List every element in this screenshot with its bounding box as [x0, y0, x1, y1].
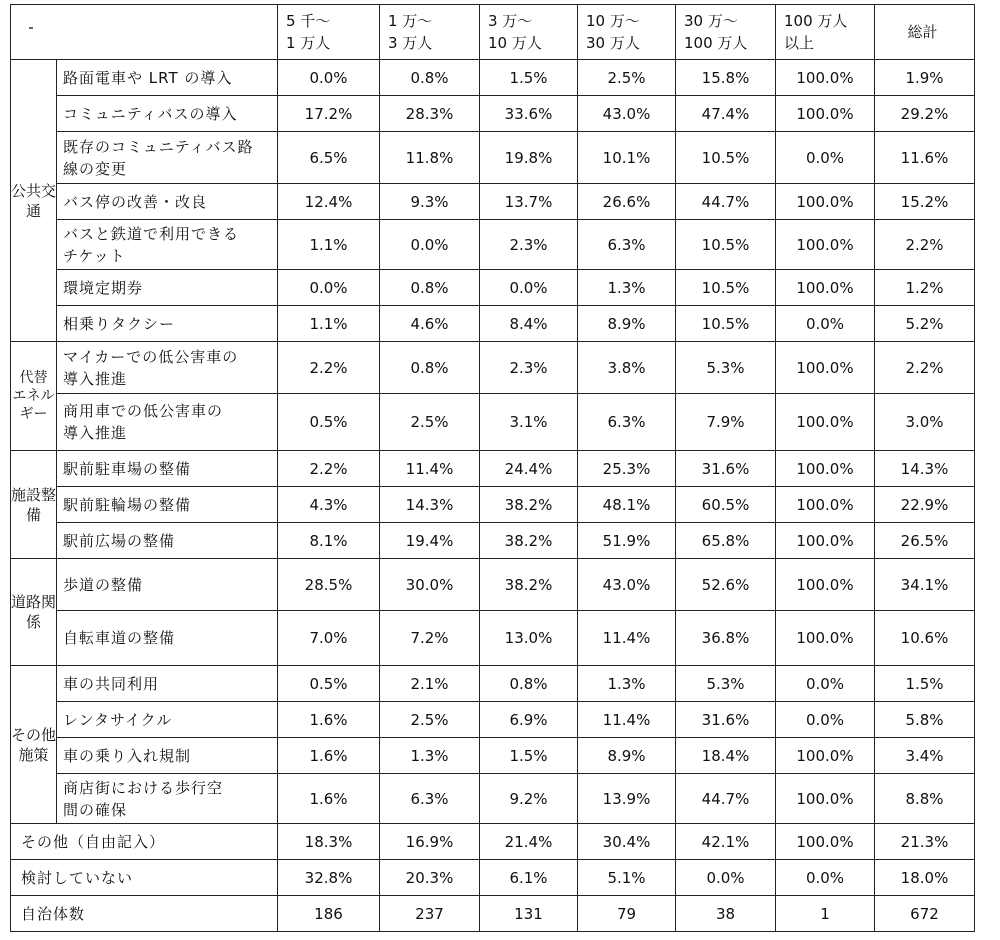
cell-value: 3.8%: [578, 342, 676, 394]
table-row: [11, 306, 975, 342]
cell-value: 21.4%: [480, 824, 578, 860]
cell-value: 38: [676, 896, 776, 932]
cell-value-total: 1.2%: [875, 270, 975, 306]
cell-value: 100.0%: [776, 96, 875, 132]
cell-value: 0.8%: [380, 342, 480, 394]
row-label: 歩道の整備: [57, 559, 278, 611]
cell-value: 11.4%: [380, 451, 480, 487]
row-label: コミュニティバスの導入: [57, 96, 278, 132]
cell-value: 0.5%: [278, 394, 380, 451]
cell-value: 2.5%: [380, 702, 480, 738]
cell-value: 32.8%: [278, 860, 380, 896]
cell-value: 0.0%: [676, 860, 776, 896]
cell-value: 15.8%: [676, 60, 776, 96]
cell-value: 1: [776, 896, 875, 932]
cell-value: 4.6%: [380, 306, 480, 342]
cell-value: 2.2%: [278, 342, 380, 394]
header-col-30k-100k: 3 万～ 10 万人: [480, 5, 578, 60]
cell-value: 1.5%: [480, 60, 578, 96]
cell-value: 100.0%: [776, 342, 875, 394]
cell-value: 9.3%: [380, 184, 480, 220]
cell-value: 13.9%: [578, 774, 676, 824]
cell-value: 100.0%: [776, 523, 875, 559]
cell-value: 4.3%: [278, 487, 380, 523]
survey-table-container: [10, 4, 975, 932]
cell-value: 8.4%: [480, 306, 578, 342]
cell-value: 13.0%: [480, 611, 578, 666]
cell-value: 10.5%: [676, 270, 776, 306]
cell-value: 0.0%: [278, 60, 380, 96]
cell-value-total: 3.0%: [875, 394, 975, 451]
cell-value-total: 22.9%: [875, 487, 975, 523]
cell-value: 17.2%: [278, 96, 380, 132]
cell-value: 18.3%: [278, 824, 380, 860]
cell-value: 1.6%: [278, 702, 380, 738]
cell-value: 100.0%: [776, 738, 875, 774]
cell-value: 2.2%: [278, 451, 380, 487]
row-label: 駅前駐車場の整備: [57, 451, 278, 487]
cell-value: 6.9%: [480, 702, 578, 738]
cell-value: 42.1%: [676, 824, 776, 860]
row-label: 駅前駐輪場の整備: [57, 487, 278, 523]
cell-value: 1.1%: [278, 220, 380, 270]
cell-value: 51.9%: [578, 523, 676, 559]
cell-value: 5.3%: [676, 342, 776, 394]
row-label: 商用車での低公害車の 導入推進: [57, 394, 278, 451]
cell-value: 1.3%: [578, 270, 676, 306]
cell-value: 26.6%: [578, 184, 676, 220]
table-row: [11, 487, 975, 523]
cell-value: 0.0%: [776, 702, 875, 738]
cell-value: 28.5%: [278, 559, 380, 611]
row-label: バス停の改善・改良: [57, 184, 278, 220]
table-row: [11, 611, 975, 666]
cell-value: 1.6%: [278, 774, 380, 824]
cell-value: 36.8%: [676, 611, 776, 666]
cell-value: 8.9%: [578, 738, 676, 774]
cell-value: 6.5%: [278, 132, 380, 184]
row-label: 車の乗り入れ規制: [57, 738, 278, 774]
cell-value: 0.5%: [278, 666, 380, 702]
cell-value: 47.4%: [676, 96, 776, 132]
cell-value: 60.5%: [676, 487, 776, 523]
table-row: [11, 774, 975, 824]
cell-value: 38.2%: [480, 523, 578, 559]
cell-value: 1.3%: [380, 738, 480, 774]
header-row: [11, 5, 975, 60]
cell-value: 100.0%: [776, 611, 875, 666]
table-row: [11, 451, 975, 487]
cell-value: 8.1%: [278, 523, 380, 559]
cell-value: 18.4%: [676, 738, 776, 774]
cell-value: 33.6%: [480, 96, 578, 132]
group-label-other-measures: その他施策: [11, 666, 57, 824]
cell-value: 7.2%: [380, 611, 480, 666]
cell-value: 1.5%: [480, 738, 578, 774]
header-col-1m-plus: 100 万人 以上: [776, 5, 875, 60]
row-label: 環境定期券: [57, 270, 278, 306]
cell-value: 2.5%: [380, 394, 480, 451]
cell-value: 7.0%: [278, 611, 380, 666]
cell-value: 100.0%: [776, 559, 875, 611]
cell-value: 0.8%: [380, 60, 480, 96]
row-label: 自転車道の整備: [57, 611, 278, 666]
cell-value: 7.9%: [676, 394, 776, 451]
table-row: [11, 559, 975, 611]
table-row: [11, 342, 975, 394]
group-label-roads: 道路関係: [11, 559, 57, 666]
cell-value: 13.7%: [480, 184, 578, 220]
row-label: 駅前広場の整備: [57, 523, 278, 559]
table-row-other: [11, 824, 975, 860]
cell-value: 6.3%: [380, 774, 480, 824]
cell-value: 10.5%: [676, 220, 776, 270]
cell-value: 186: [278, 896, 380, 932]
cell-value: 2.3%: [480, 342, 578, 394]
table-row: [11, 220, 975, 270]
row-label: レンタサイクル: [57, 702, 278, 738]
group-label-facilities: 施設整備: [11, 451, 57, 559]
cell-value-total: 26.5%: [875, 523, 975, 559]
cell-value: 30.0%: [380, 559, 480, 611]
cell-value: 100.0%: [776, 487, 875, 523]
group-label-public-transport: 公共交通: [11, 60, 57, 342]
cell-value: 19.4%: [380, 523, 480, 559]
cell-value-total: 10.6%: [875, 611, 975, 666]
cell-value: 2.5%: [578, 60, 676, 96]
cell-value: 52.6%: [676, 559, 776, 611]
row-label: 相乗りタクシー: [57, 306, 278, 342]
cell-value: 30.4%: [578, 824, 676, 860]
cell-value-total: 5.2%: [875, 306, 975, 342]
cell-value: 5.1%: [578, 860, 676, 896]
cell-value: 1.3%: [578, 666, 676, 702]
cell-value: 10.5%: [676, 132, 776, 184]
table-row: [11, 132, 975, 184]
group-label-alt-energy: 代替 エネルギー: [11, 342, 57, 451]
cell-value: 44.7%: [676, 184, 776, 220]
table-row-municipality-count: [11, 896, 975, 932]
cell-value: 11.4%: [578, 702, 676, 738]
table-row: [11, 270, 975, 306]
cell-value-total: 8.8%: [875, 774, 975, 824]
header-col-10k-30k: 1 万～ 3 万人: [380, 5, 480, 60]
cell-value: 38.2%: [480, 559, 578, 611]
cell-value: 9.2%: [480, 774, 578, 824]
cell-value: 31.6%: [676, 702, 776, 738]
cell-value: 0.0%: [480, 270, 578, 306]
cell-value: 6.3%: [578, 220, 676, 270]
cell-value: 1.6%: [278, 738, 380, 774]
cell-value: 100.0%: [776, 824, 875, 860]
cell-value-total: 34.1%: [875, 559, 975, 611]
cell-value-total: 14.3%: [875, 451, 975, 487]
cell-value: 44.7%: [676, 774, 776, 824]
row-label: 検討していない: [11, 860, 278, 896]
row-label: バスと鉄道で利用できる チケット: [57, 220, 278, 270]
cell-value: 6.3%: [578, 394, 676, 451]
cell-value: 25.3%: [578, 451, 676, 487]
cell-value: 10.1%: [578, 132, 676, 184]
cell-value: 100.0%: [776, 394, 875, 451]
cell-value: 0.0%: [776, 666, 875, 702]
cell-value: 65.8%: [676, 523, 776, 559]
cell-value: 5.3%: [676, 666, 776, 702]
table-row: [11, 666, 975, 702]
cell-value-total: 2.2%: [875, 342, 975, 394]
header-col-100k-300k: 10 万～ 30 万人: [578, 5, 676, 60]
header-col-5k-10k: 5 千～ 1 万人: [278, 5, 380, 60]
cell-value: 6.1%: [480, 860, 578, 896]
cell-value: 28.3%: [380, 96, 480, 132]
cell-value-total: 15.2%: [875, 184, 975, 220]
table-row: [11, 523, 975, 559]
cell-value: 20.3%: [380, 860, 480, 896]
cell-value: 31.6%: [676, 451, 776, 487]
cell-value-total: 18.0%: [875, 860, 975, 896]
cell-value: 100.0%: [776, 451, 875, 487]
table-row: [11, 394, 975, 451]
cell-value: 14.3%: [380, 487, 480, 523]
cell-value: 0.8%: [480, 666, 578, 702]
cell-value-total: 672: [875, 896, 975, 932]
cell-value: 3.1%: [480, 394, 578, 451]
cell-value: 100.0%: [776, 270, 875, 306]
cell-value: 0.0%: [776, 132, 875, 184]
table-row: [11, 60, 975, 96]
cell-value: 11.4%: [578, 611, 676, 666]
cell-value: 131: [480, 896, 578, 932]
table-row: [11, 96, 975, 132]
cell-value: 12.4%: [278, 184, 380, 220]
cell-value: 0.0%: [776, 306, 875, 342]
scan-speck: [29, 27, 33, 29]
cell-value: 0.8%: [380, 270, 480, 306]
row-label: 商店街における歩行空 間の確保: [57, 774, 278, 824]
row-label: マイカーでの低公害車の 導入推進: [57, 342, 278, 394]
cell-value: 38.2%: [480, 487, 578, 523]
cell-value-total: 3.4%: [875, 738, 975, 774]
cell-value-total: 1.9%: [875, 60, 975, 96]
cell-value: 0.0%: [380, 220, 480, 270]
row-label: その他（自由記入）: [11, 824, 278, 860]
header-col-total: 総計: [875, 5, 975, 60]
cell-value: 0.0%: [278, 270, 380, 306]
survey-table: [10, 4, 975, 932]
cell-value: 48.1%: [578, 487, 676, 523]
cell-value: 100.0%: [776, 774, 875, 824]
cell-value: 100.0%: [776, 60, 875, 96]
table-row: [11, 184, 975, 220]
cell-value: 2.3%: [480, 220, 578, 270]
cell-value: 8.9%: [578, 306, 676, 342]
cell-value: 2.1%: [380, 666, 480, 702]
cell-value: 43.0%: [578, 559, 676, 611]
cell-value: 24.4%: [480, 451, 578, 487]
row-label: 車の共同利用: [57, 666, 278, 702]
cell-value: 11.8%: [380, 132, 480, 184]
header-corner-cell: [11, 5, 278, 60]
cell-value: 100.0%: [776, 220, 875, 270]
cell-value: 100.0%: [776, 184, 875, 220]
cell-value: 16.9%: [380, 824, 480, 860]
cell-value-total: 29.2%: [875, 96, 975, 132]
table-row-not-considered: [11, 860, 975, 896]
row-label: 自治体数: [11, 896, 278, 932]
row-label: 既存のコミュニティバス路 線の変更: [57, 132, 278, 184]
cell-value-total: 11.6%: [875, 132, 975, 184]
cell-value: 0.0%: [776, 860, 875, 896]
cell-value: 43.0%: [578, 96, 676, 132]
cell-value: 1.1%: [278, 306, 380, 342]
cell-value: 10.5%: [676, 306, 776, 342]
table-row: [11, 738, 975, 774]
cell-value-total: 5.8%: [875, 702, 975, 738]
cell-value: 19.8%: [480, 132, 578, 184]
header-col-300k-1m: 30 万～ 100 万人: [676, 5, 776, 60]
cell-value-total: 21.3%: [875, 824, 975, 860]
row-label: 路面電車や LRT の導入: [57, 60, 278, 96]
cell-value: 237: [380, 896, 480, 932]
cell-value-total: 1.5%: [875, 666, 975, 702]
cell-value-total: 2.2%: [875, 220, 975, 270]
cell-value: 79: [578, 896, 676, 932]
table-row: [11, 702, 975, 738]
